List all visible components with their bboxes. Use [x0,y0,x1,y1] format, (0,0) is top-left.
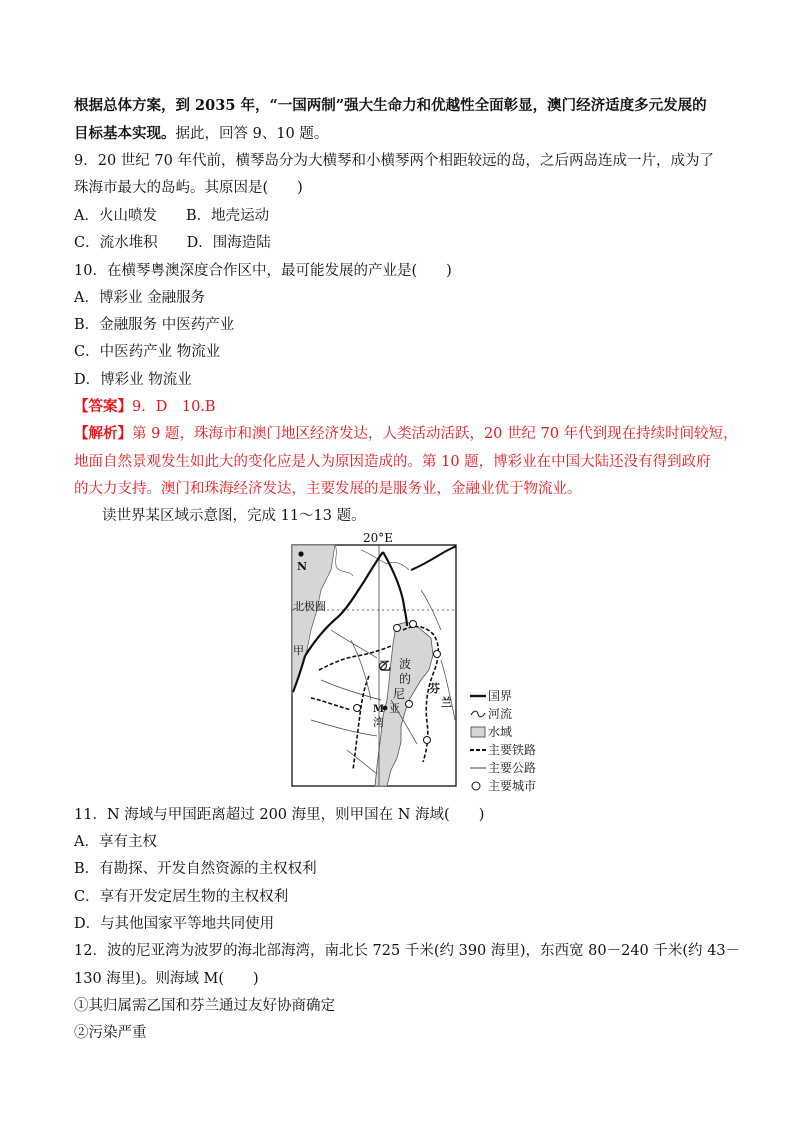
q9-stem-line-1: 9．20 世纪 70 年代前，横琴岛分为大横琴和小横琴两个相距较远的岛，之后两岛连成一片，成为了 [74,153,714,169]
legend-city [470,778,590,794]
legend-highway-label: 主要公路 [488,761,537,775]
water-swatch-icon [470,726,486,738]
q10-stem: 10．在横琴粤澳深度合作区中，最可能发展的产业是( ) [74,263,452,279]
q12-stem-line-2: 130 海里)。则海域 M( ) [74,971,259,987]
label-arctic-circle: 北极圈 [293,600,326,613]
label-lan: 兰 [441,696,452,709]
label-ya: 亚 [389,702,400,715]
city-marker [354,705,361,712]
q9-options-cd: C．流水堆积 D．围海造陆 [74,235,271,251]
meridian-label: 20°E [363,531,394,545]
label-wan: 湾 [373,716,384,729]
map-intro: 读世界某区域示意图，完成 11～13 题。 [102,508,366,524]
label-m: M [373,704,385,715]
analysis-text-1: 第 9 题，珠海市和澳门地区经济发达，人类活动活跃，20 世纪 70 年代到现在持续时间较短， [132,426,738,442]
q11-option-c: C．享有开发定居生物的主权权利 [74,889,289,905]
intro-line-2 [74,124,328,144]
legend-city-label: 主要城市 [488,779,537,793]
city-marker [406,701,413,708]
q10-option-d: D．博彩业 物流业 [74,372,192,388]
city-circle-icon [470,780,486,792]
legend-border [470,688,590,704]
q11-option-b: B．有勘探、开发自然资源的主权权利 [74,861,317,877]
city-marker [424,737,431,744]
label-de: 的 [399,672,412,686]
label-bo: 波 [399,657,412,671]
q11-option-d: D．与其他国家平等地共同使用 [74,916,275,932]
intro-rest-text: 据此，回答 9、10 题。 [175,126,329,142]
q10-option-a: A．博彩业 金融服务 [74,290,206,306]
analysis-line-2: 地面自然景观发生如此大的变化应是人为原因造成的。第 10 题，博彩业在中国大陆还没有得到政府 [74,454,711,470]
legend-border-label: 国界 [488,689,513,703]
city-marker [394,625,401,632]
legend-river [470,706,590,722]
label-yi: 乙 [379,659,392,673]
legend-railway-label: 主要铁路 [488,743,537,757]
label-n: N [297,560,308,573]
q9-stem-line-2: 珠海市最大的岛屿。其原因是( ) [74,180,303,196]
answer-line [74,397,216,417]
point-n-dot [298,551,303,556]
border-line-icon [470,690,486,702]
railway-line-icon [470,744,486,756]
legend-highway [470,760,590,776]
legend-river-label: 河流 [488,707,513,721]
legend-railway [470,742,590,758]
q10-option-b: B．金融服务 中医药产业 [74,317,235,333]
q10-option-c: C．中医药产业 物流业 [74,344,221,360]
q11-stem: 11．N 海域与甲国距离超过 200 海里，则甲国在 N 海域( ) [74,807,485,823]
label-fen: 芬 [429,682,440,695]
q9-options-ab: A．火山喷发 B．地壳运动 [74,208,270,224]
legend-water-label: 水域 [488,725,513,739]
legend-water [470,724,590,740]
q11-option-a: A．享有主权 [74,834,157,850]
answer-label: 【答案】 [74,398,132,415]
analysis-line-3: 的大力支持。澳门和珠海经济发达，主要发展的是服务业，金融业优于物流业。 [74,481,582,497]
q12-statement-1: ①其归属需乙国和芬兰通过友好协商确定 [74,998,335,1014]
highway-line-icon [470,762,486,774]
river-wave-icon [470,708,486,720]
city-marker [410,621,417,628]
intro-bold-text: 目标基本实现。 [74,125,176,142]
q12-statement-2: ②污染严重 [74,1025,147,1041]
label-ni: 尼 [393,687,406,701]
analysis-label: 【解析】 [74,425,132,442]
q12-stem-line-1: 12．波的尼亚湾为波罗的海北部海湾，南北长 725 千米(约 390 海里)，东西宽 80－240 千米(约 43－ [74,943,741,959]
answer-text: 9．D 10.B [132,399,216,415]
label-jia: 甲 [293,644,304,657]
intro-line-1: 根据总体方案，到 2035 年，“一国两制”强大生命力和优越性全面彰显，澳门经济适度多元发展的 [74,97,707,114]
analysis-line-1 [74,424,738,444]
city-marker [434,651,441,658]
